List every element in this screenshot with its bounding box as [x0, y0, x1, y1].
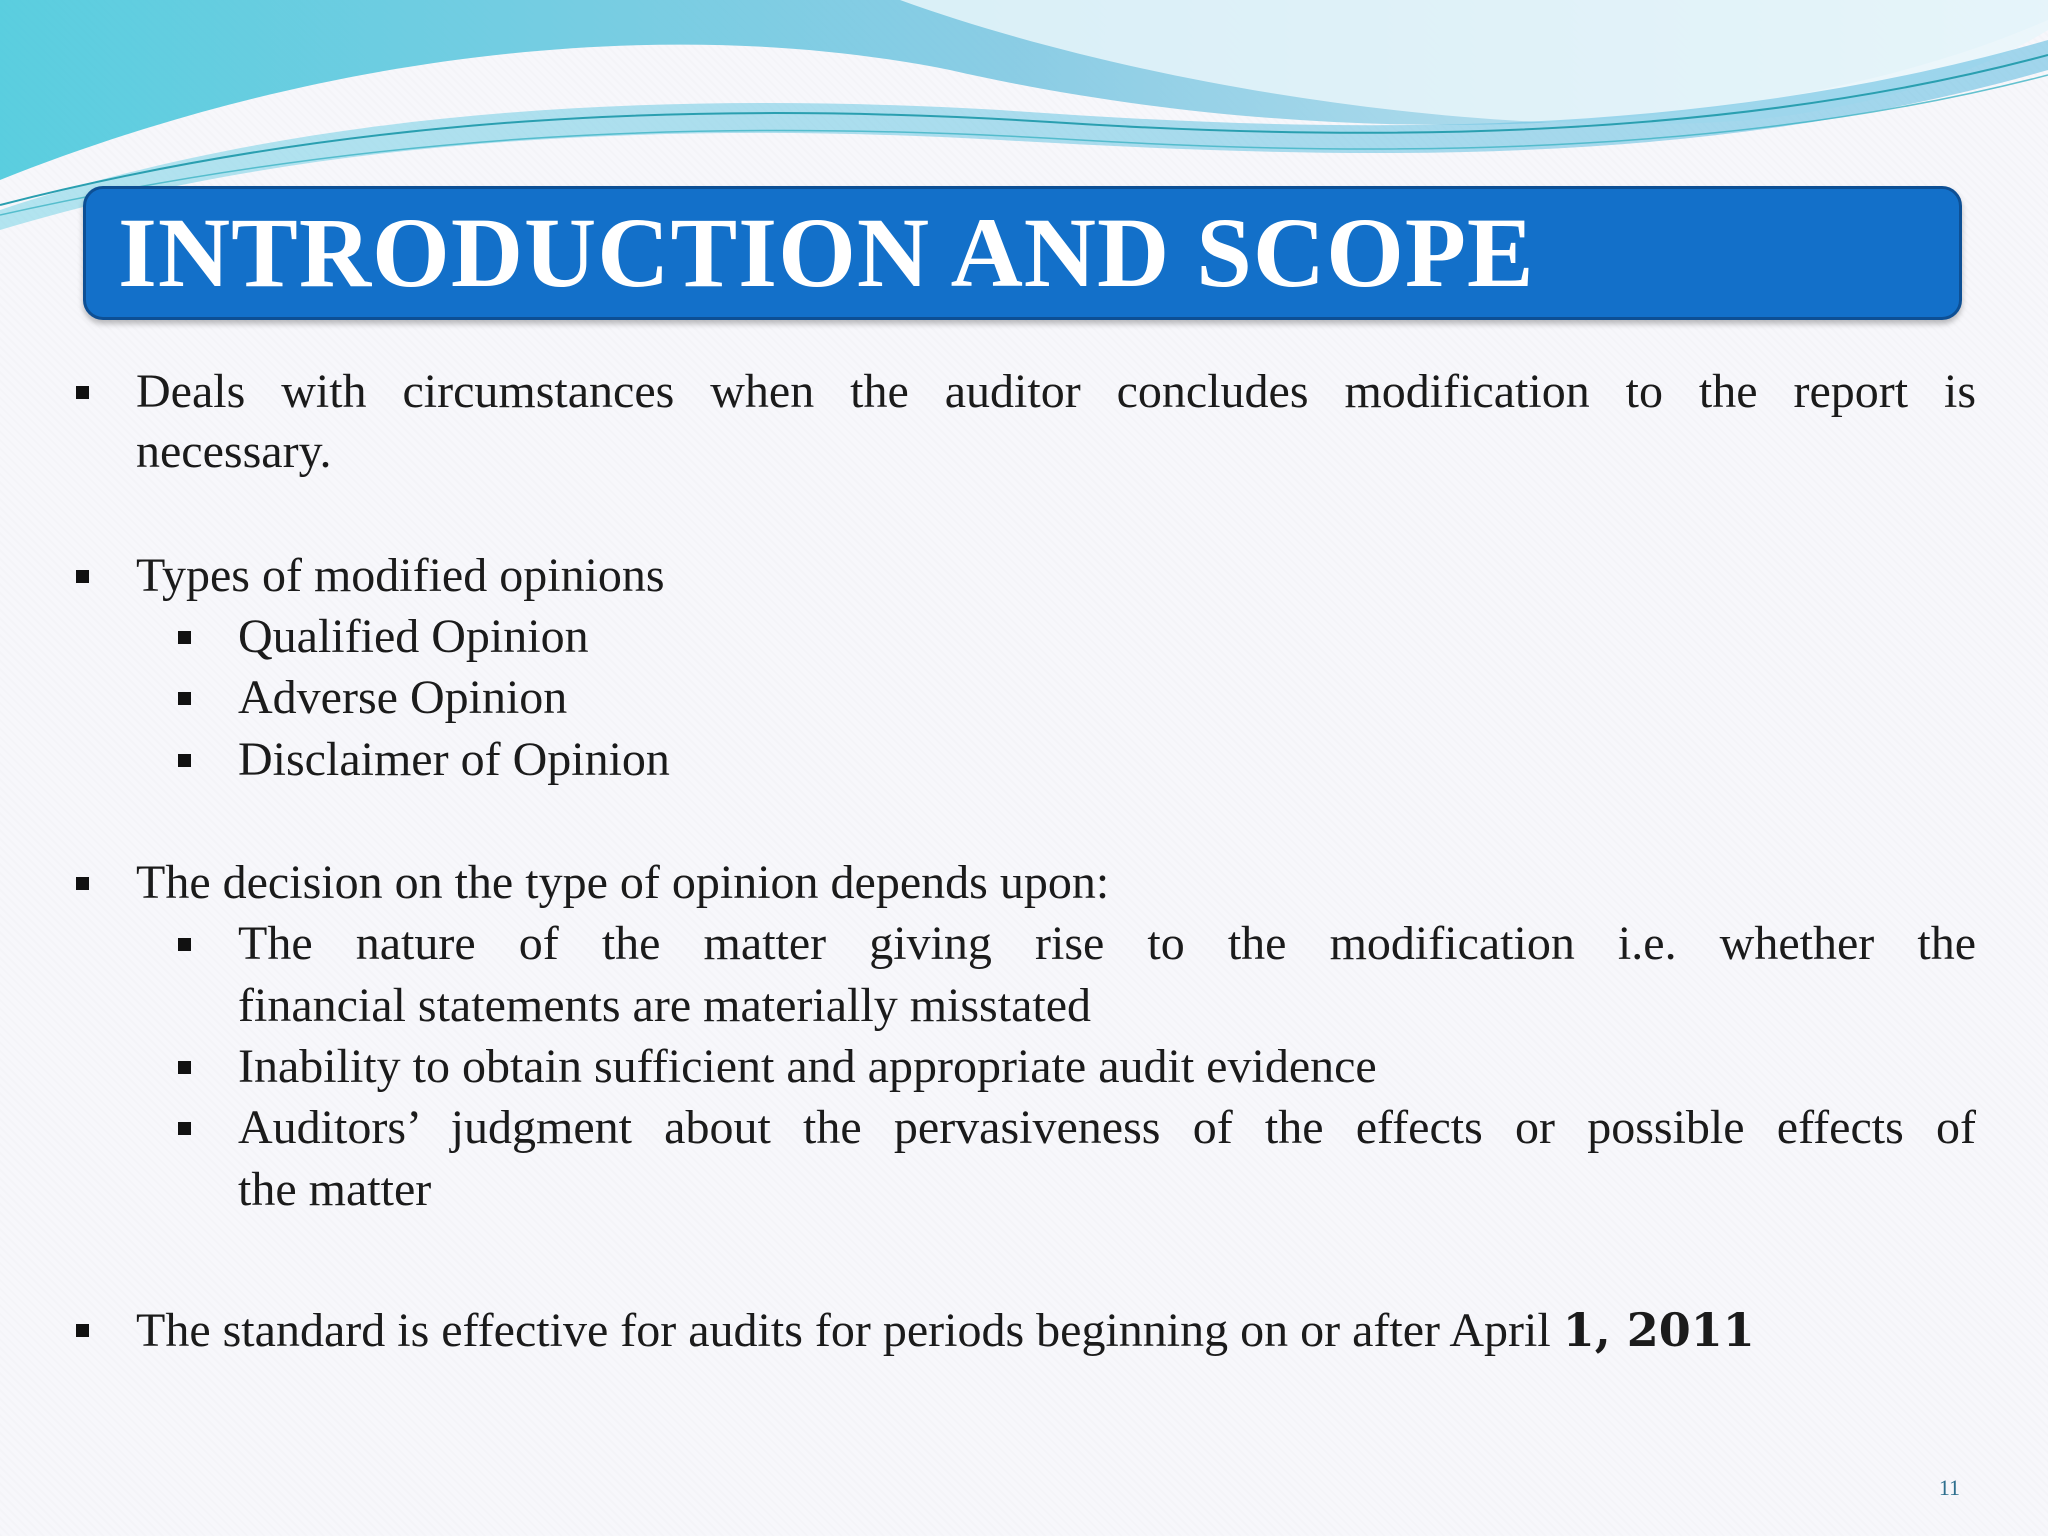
bullet-marker — [76, 386, 89, 399]
bullet-4-text: The standard is effective for audits for periods beginning on or after April — [136, 1304, 1563, 1357]
bullet-2-sub-3: Disclaimer of Opinion — [238, 733, 670, 786]
sub-bullet-marker — [178, 631, 191, 644]
sub-bullet-marker — [178, 938, 191, 951]
bullet-3-sub-3-line-1: Auditors’ judgment about the pervasiveness of the effects or possible effects of — [238, 1101, 1976, 1154]
bullet-marker — [76, 570, 89, 583]
bullet-3-sub-3-line-2: the matter — [238, 1163, 432, 1216]
bullet-3-text: The decision on the type of opinion depends upon: — [136, 856, 1110, 909]
bullet-2-sub-2: Adverse Opinion — [238, 671, 568, 724]
slide-title: INTRODUCTION AND SCOPE — [118, 197, 1535, 308]
bullet-2-sub-1: Qualified Opinion — [238, 610, 589, 663]
bullet-1-line-1: Deals with circumstances when the auditor concludes modification to the report is — [136, 365, 1976, 418]
effective-date: 1, 2011 — [1562, 1303, 1755, 1357]
bullet-marker — [76, 1324, 89, 1337]
bullet-3-sub-1-line-2: financial statements are materially misstated — [238, 979, 1092, 1032]
sub-bullet-marker — [178, 1122, 191, 1135]
sub-bullet-marker — [178, 692, 191, 705]
page-number: 11 — [1938, 1475, 1960, 1500]
bullet-4-line — [136, 1300, 1755, 1361]
sub-bullet-marker — [178, 1061, 191, 1074]
sub-bullet-marker — [178, 754, 191, 767]
bullet-2-text: Types of modified opinions — [136, 549, 665, 602]
bullet-3-sub-1-line-1: The nature of the matter giving rise to the modification i.e. whether the — [238, 917, 1976, 970]
bullet-1-line-2: necessary. — [136, 425, 332, 478]
bullet-marker — [76, 877, 89, 890]
bullet-3-sub-2: Inability to obtain sufficient and appropriate audit evidence — [238, 1040, 1377, 1093]
